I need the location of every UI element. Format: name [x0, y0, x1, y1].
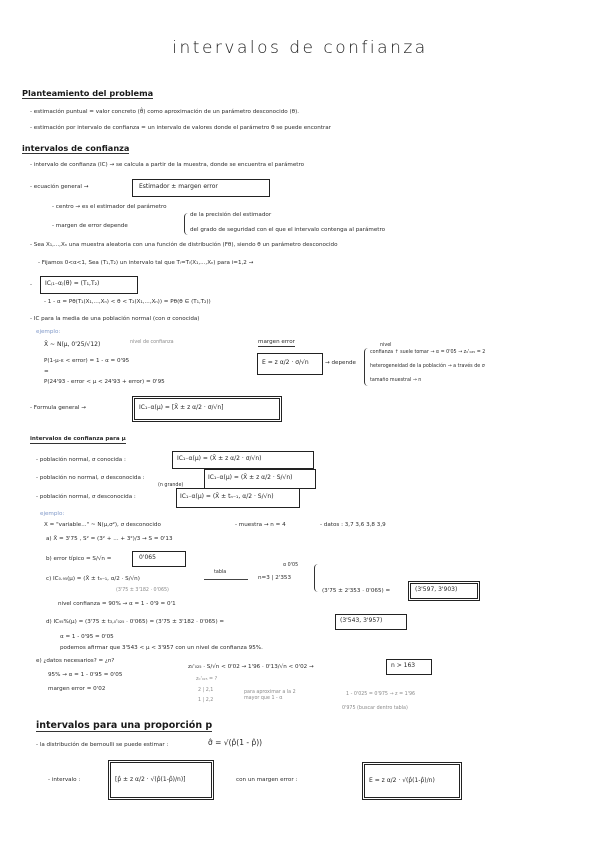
- margen-proporcion-box: [364, 764, 460, 798]
- caso-2-formula: IC₁₋α(μ) = (X̄ ± z α/2 · S/√n): [208, 474, 293, 481]
- apartado-c-label: c) IC₀.₉₅(μ) = (X̄ ± tₙ₋₁, α/2 · S/√n): [46, 576, 140, 582]
- apartado-e: e) ¿datos necesarios? = ¿n?: [36, 658, 115, 664]
- ejemplo-2-variable: X = "variable..." ~ N(μ,σ²), σ desconocido: [44, 522, 161, 528]
- ic-theta-formula: IC₍₁₋α₎(θ) = (T₁,T₂): [45, 280, 100, 287]
- apartado-b-label: b) error típico = S/√n =: [46, 556, 112, 562]
- apartado-e-alpha: 95% → α = 1 - 0'95 = 0'05: [48, 672, 123, 678]
- margen-error-formula: E = z α/2 · σ/√n: [262, 359, 309, 366]
- apartado-c-value: (3'597, 3'903): [415, 586, 458, 593]
- depende-tamano: tamaño muestral → n: [370, 378, 422, 383]
- caso-1-formula: IC₁₋α(μ) = (X̄ ± z α/2 · σ/√n): [177, 455, 262, 462]
- tabla-header: α 0'05: [283, 563, 299, 568]
- ecuacion-general-label: - ecuación general →: [30, 184, 89, 190]
- apartado-d-box: [335, 614, 407, 630]
- ejemplo-1-prob-1: P(1-μ-ε < error) = 1 - α = 0'95: [44, 358, 130, 364]
- apartado-c-sub: (3'75 ± 3'182 · 0'065): [116, 588, 169, 593]
- ejemplo-1-label: ejemplo:: [36, 329, 61, 335]
- page-title: intervalos de confianza: [172, 38, 428, 58]
- caso-3-label: - población normal, σ desconocida :: [36, 494, 136, 500]
- apartado-a: a) X̄ = 3'75 , S² = (3² + ... + 3²)/3 → S = 0'13: [46, 536, 173, 542]
- tabla-label: tabla: [214, 570, 227, 575]
- apartado-c-box: [410, 583, 478, 599]
- ecuacion-general-box: [132, 179, 270, 197]
- caso-1-label: - población normal, σ conocida :: [36, 457, 126, 463]
- margen-dep-1: de la precisión del estimador: [190, 212, 272, 218]
- apartado-e-calc: z₀'₀₂₅ · S/√n < 0'02 → 1'96 · 0'13/√n < 0'02 →: [188, 664, 314, 670]
- intervalo-formula: [p̂ ± z α/2 · √(p̂(1-p̂)/n)]: [115, 776, 186, 783]
- tabla-brace: [314, 564, 319, 592]
- depende-nivel: confianza ↑ suele tomar → α = 0'05 → z₀'₀₂₅ = 2: [370, 350, 486, 355]
- apartado-e-table-2: 2 | 2,1: [198, 688, 214, 693]
- depende-arrow: → depende: [325, 360, 356, 366]
- intervalo-box: [110, 762, 212, 798]
- apartado-e-note-2: 1 - 0'025 = 0'975 → z = 1'96: [346, 692, 416, 697]
- depende-heterogeneidad: heterogeneidad de la población → a través de σ: [370, 364, 485, 369]
- ejemplo-1-prob-2: P(24'93 - error < μ < 24'93 + error) = 0'95: [44, 379, 165, 385]
- apartado-b-box: [132, 551, 186, 567]
- bernoulli-formula: σ̂ = √(p̂(1 - p̂)): [208, 738, 263, 747]
- apartado-e-table-1: z₀'₀₂₅ = ?: [196, 677, 218, 682]
- ejemplo-2-muestra: - muestra → n = 4: [235, 522, 286, 528]
- margen-error-heading: margen error: [258, 339, 295, 345]
- ic-box-bullet: -: [30, 282, 33, 288]
- margen-proporcion-label: con un margen error :: [236, 777, 298, 783]
- nivel-confianza-line: nivel confianza = 90% → α = 1 - 0'9 = 0'1: [58, 601, 176, 607]
- fijamos-text: - Fijamos 0<α<1, Sea (T₁,T₂) un intervalo tal que Tᵢ=Tᵢ(X₁,...,Xₙ) para i=1,2 →: [38, 260, 254, 266]
- apartado-d: d) IC₉₅%(μ) = (3'75 ± t₃,₀'₀₂₅ · 0'065) = (3'75 ± 3'182 · 0'065) =: [46, 619, 225, 625]
- bernoulli-text: - la distribución de bernoulli se puede estimar :: [36, 742, 169, 748]
- intervalo-label: - intervalo :: [48, 777, 81, 783]
- margen-text: - margen de error depende: [52, 223, 128, 229]
- tabla-arrow: [204, 579, 248, 580]
- probability-line: - 1 - α = Pθ(T₁(X₁,...,Xₙ) < θ < T₂(X₁,...,Xₙ)) = Pθ(θ ∈ (T₁,T₂)): [44, 299, 211, 305]
- ejemplo-1-distribution: X̄ ~ N(μ, 0'25/√12): [44, 341, 101, 348]
- ic-definition: - intervalo de confianza (IC) → se calcula a partir de la muestra, donde se encuentra el parámetro: [30, 162, 305, 168]
- caso-3-formula: IC₁₋α(μ) = (X̄ ± tₙ₋₁, α/2 · S/√n): [180, 493, 274, 500]
- apartado-d-alpha: α = 1 - 0'95 = 0'05: [60, 634, 114, 640]
- section-heading-planteamiento: Planteamiento del problema: [22, 88, 154, 98]
- ejemplo-2-label: ejemplo:: [40, 511, 65, 517]
- caso-2-box: [204, 469, 316, 489]
- section-heading-proporcion: intervalos para una proporción p: [36, 720, 213, 731]
- margen-dep-2: del grado de seguridad con el que el intervalo contenga al parámetro: [190, 227, 386, 233]
- apartado-e-margen: margen error = 0'02: [48, 686, 106, 692]
- formula-general-box: [134, 398, 280, 420]
- formula-general-text: IC₁₋α(μ) = [X̄ ± z α/2 · σ/√n]: [139, 404, 224, 411]
- section-heading-media: intervalos de confianza para μ: [30, 436, 126, 442]
- depende-brace: [364, 348, 369, 386]
- caso-2-label: - población no normal, σ desconocida :: [36, 475, 145, 481]
- ic-media-normal-text: - IC para la media de una población normal (con σ conocida): [30, 316, 200, 322]
- tabla-value: n=3 | 2'353: [258, 575, 292, 581]
- caso-2-sub: (n grande): [158, 483, 184, 488]
- section-heading-intervalos: intervalos de confianza: [22, 143, 130, 153]
- centro-text: - centro → es el estimador del parámetro: [52, 204, 167, 210]
- caso-3-box: [176, 488, 300, 508]
- apartado-d-conclusion: podemos afirmar que 3'543 < μ < 3'957 con un nivel de confianza 95%.: [60, 645, 263, 651]
- apartado-c-result: (3'75 ± 2'353 · 0'065) =: [322, 588, 391, 594]
- apartado-e-value: n > 163: [391, 662, 416, 669]
- planteamiento-line-1: - estimación puntual = valor concreto (θ̂) como aproximación de un parámetro desconocido (θ).: [30, 109, 300, 115]
- ejemplo-1-eq: =: [44, 369, 49, 375]
- caso-1-box: [172, 451, 314, 469]
- ejemplo-2-datos: - datos : 3,7 3,6 3,8 3,9: [320, 522, 386, 528]
- margen-error-box: [257, 353, 323, 375]
- planteamiento-line-2: - estimación por intervalo de confianza = un intervalo de valores donde el parámetro θ se puede encontrar: [30, 125, 331, 131]
- margen-proporcion-formula: E = z α/2 · √(p̂(1-p̂)/n): [369, 777, 435, 784]
- nivel-confianza-annotation: nivel de confianza: [130, 340, 174, 345]
- apartado-e-note: para aproximar a la 2 mayor que 1 - α: [244, 690, 296, 701]
- ecuacion-general-text: Estimador ± margen error: [139, 183, 218, 190]
- depende-nivel-label: nivel: [380, 343, 392, 348]
- apartado-e-note-3: 0'975 (buscar dentro tabla): [342, 706, 408, 711]
- apartado-d-value: (3'543, 3'957): [340, 617, 383, 624]
- apartado-b-value: 0'065: [139, 554, 156, 561]
- sea-muestra-text: - Sea X₁,...,Xₙ una muestra aleatoria con una función de distribución (Fθ), siendo θ un parámetro desconocido: [30, 242, 338, 248]
- apartado-e-table-3: 1 | 2,2: [198, 698, 214, 703]
- ic-theta-box: [40, 276, 138, 294]
- apartado-e-box: [386, 659, 432, 675]
- formula-general-label: - Formula general →: [30, 405, 86, 411]
